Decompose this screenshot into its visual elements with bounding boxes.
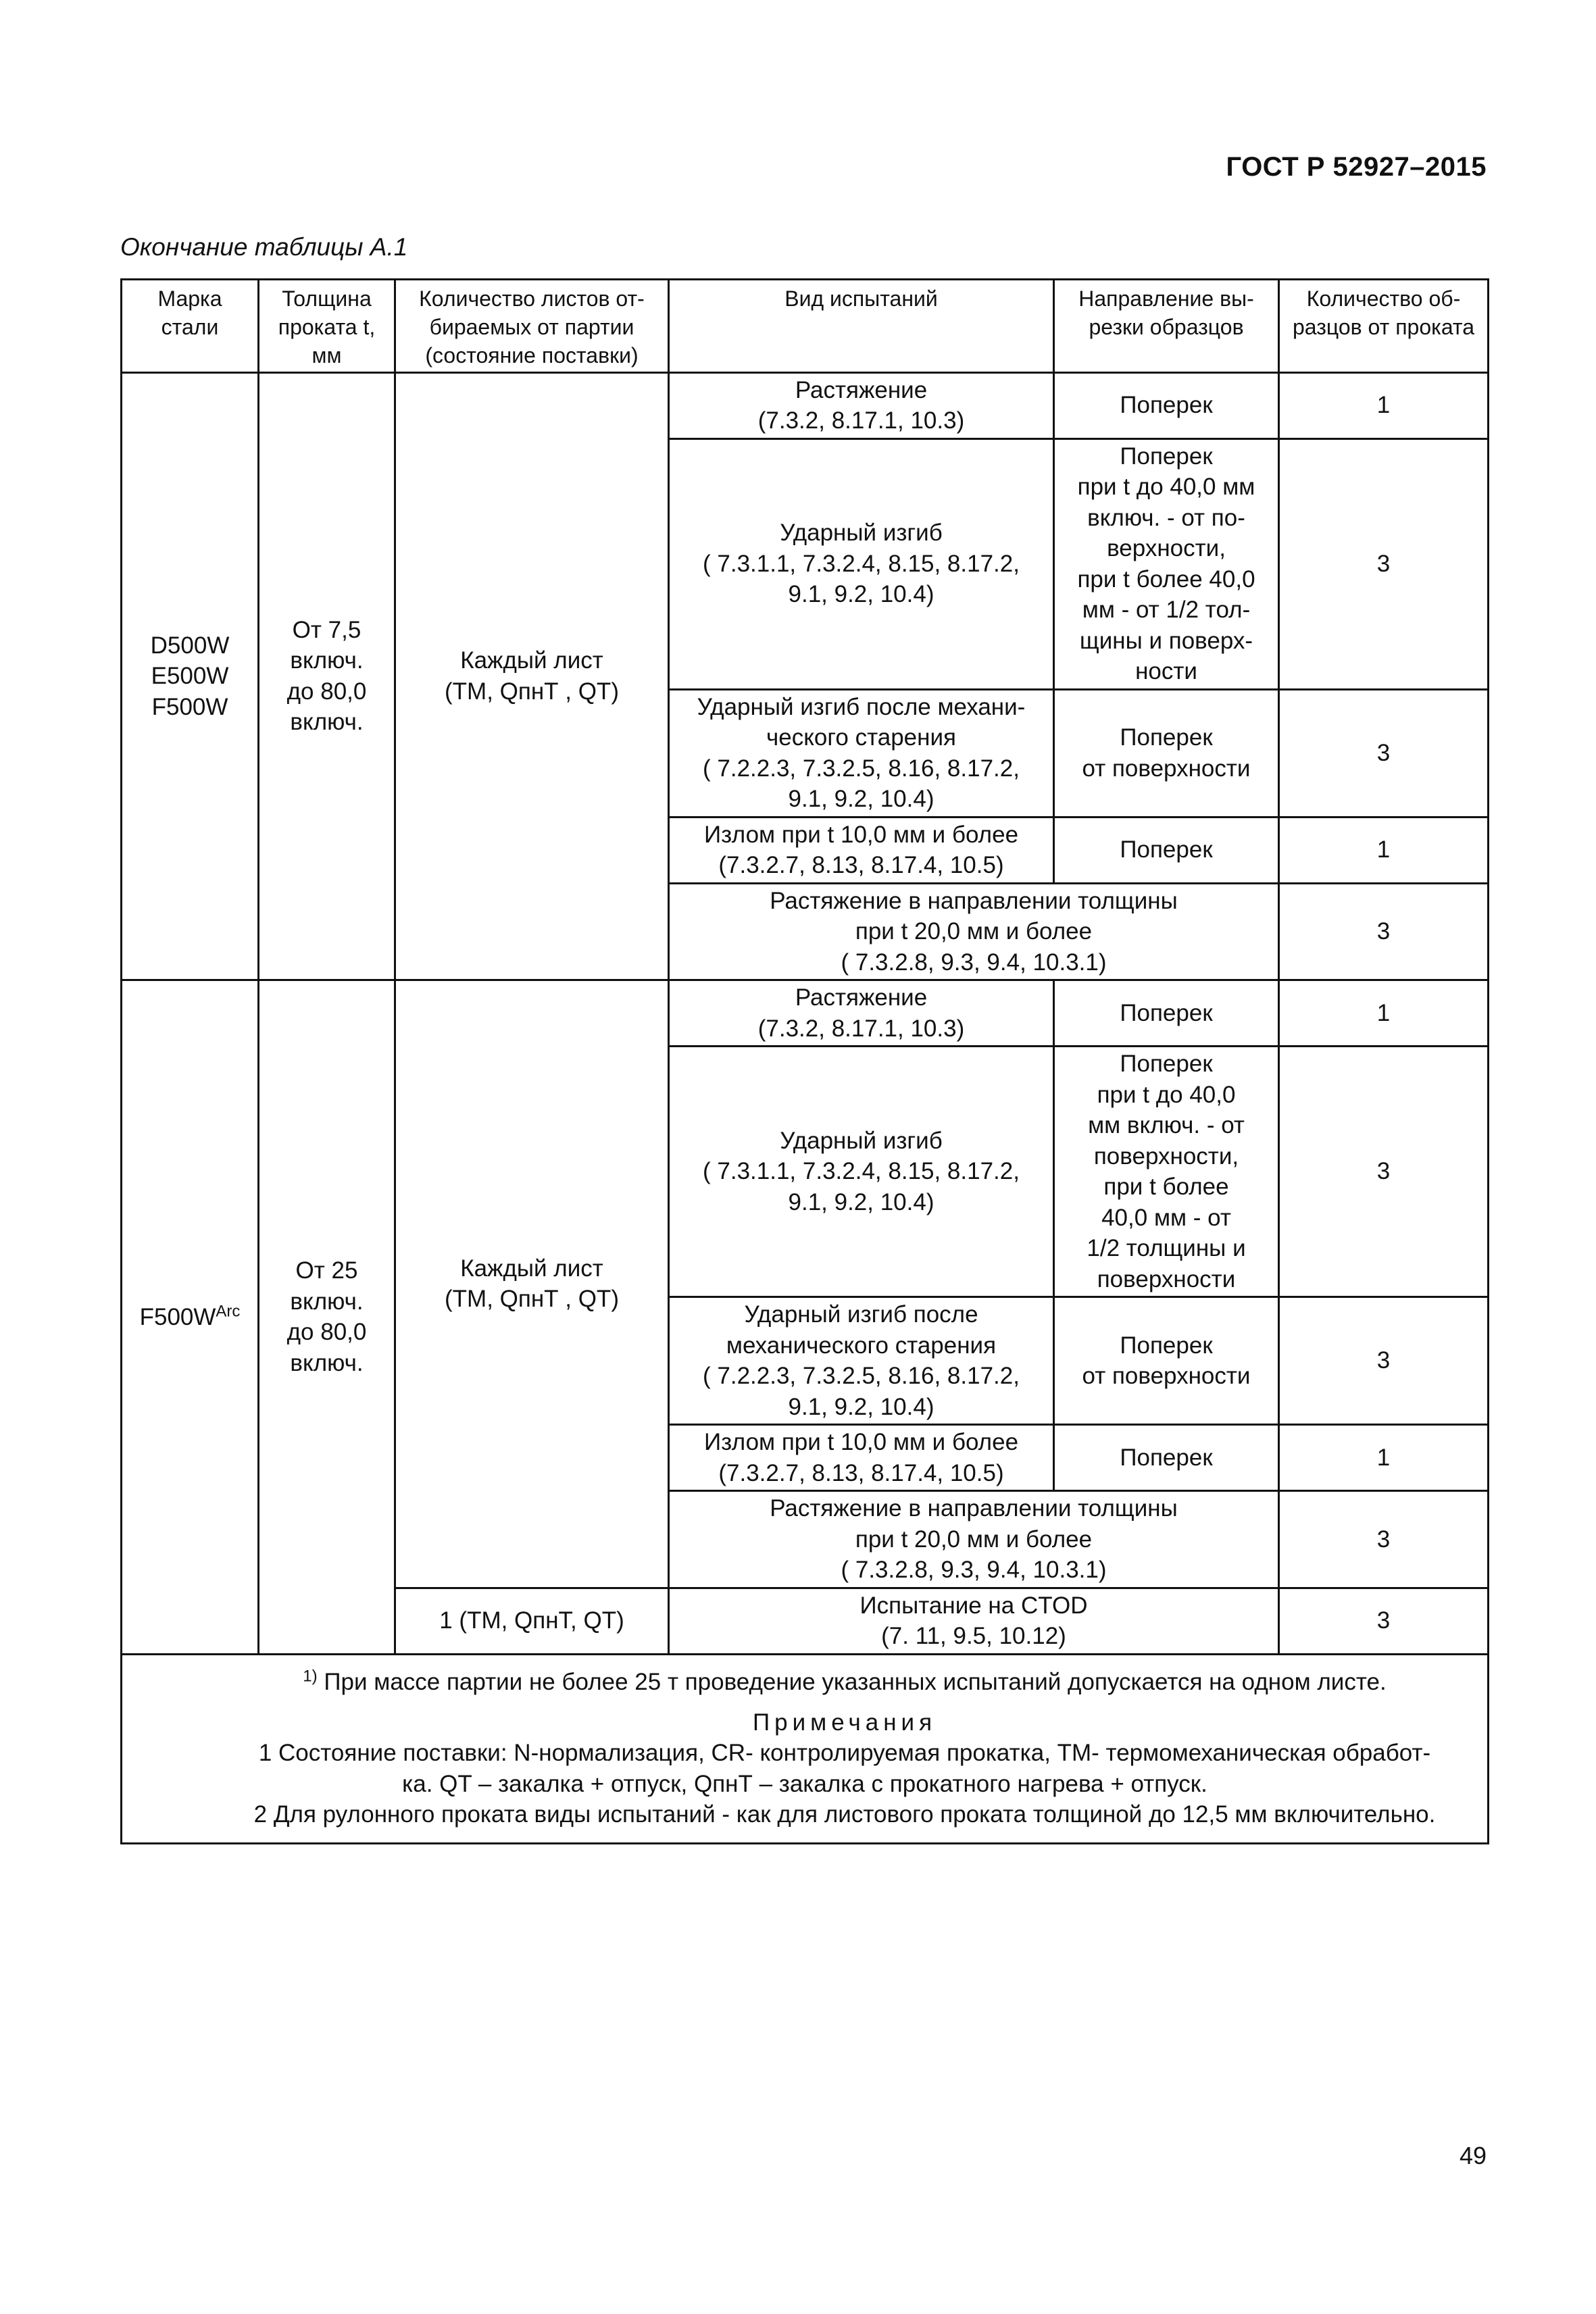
count-cell: 3 (1279, 883, 1489, 980)
count-cell: 1 (1279, 372, 1489, 438)
direction-cell: Поперек (1054, 372, 1279, 438)
count-cell: 1 (1279, 1425, 1489, 1491)
direction-cell: Поперек (1054, 1425, 1279, 1491)
test-type-cell: Испытание на CTOD (7. 11, 9.5, 10.12) (669, 1588, 1279, 1654)
col-header-steel: Марка стали (122, 280, 259, 373)
standard-designation: ГОСТ Р 52927–2015 (1226, 152, 1487, 182)
col-header-direction: Направление вы- резки образцов (1054, 280, 1279, 373)
test-type-cell: Ударный изгиб ( 7.3.1.1, 7.3.2.4, 8.15, 8.17.2, 9.1, 9.2, 10.4) (669, 438, 1054, 689)
direction-cell: Поперек (1054, 980, 1279, 1047)
count-cell: 3 (1279, 689, 1489, 817)
test-type-cell: Ударный изгиб после механи- ческого старения ( 7.2.2.3, 7.3.2.5, 8.16, 8.17.2, 9.1, 9.2, 10.4) (669, 689, 1054, 817)
notes-cell (122, 1654, 1489, 1843)
sheets-cell: Каждый лист (ТМ, QпнТ , QT) (395, 372, 669, 980)
direction-cell: Поперек при t до 40,0 мм включ. - от поверхности, при t более 40,0 мм - от 1/2 толщины и поверхности (1054, 1047, 1279, 1297)
test-type-cell: Излом при t 10,0 мм и более (7.3.2.7, 8.13, 8.17.4, 10.5) (669, 1425, 1054, 1491)
page-number: 49 (1459, 2142, 1487, 2169)
footnote: $^{1)}$ При массе партии не более 25 т проведение указанных испытаний допускается на одном листе. (303, 1667, 1387, 1696)
header-row (122, 280, 1489, 373)
test-type-cell: Ударный изгиб после механического старения ( 7.2.2.3, 7.3.2.5, 8.16, 8.17.2, 9.1, 9.2, 10.4) (669, 1297, 1054, 1425)
note-2: 2 Для рулонного проката виды испытаний - как для листового проката толщиной до 12,5 мм включительно. (253, 1801, 1436, 1828)
count-cell: 1 (1279, 817, 1489, 883)
count-cell: 1 (1279, 980, 1489, 1047)
count-cell: 3 (1279, 1588, 1489, 1654)
steel-grade-cell: $F500W^{Arc}$ (122, 980, 259, 1655)
direction-cell: Поперек (1054, 817, 1279, 883)
count-cell: 3 (1279, 1047, 1489, 1297)
test-type-cell: Растяжение (7.3.2, 8.17.1, 10.3) (669, 980, 1054, 1047)
count-cell: 3 (1279, 438, 1489, 689)
thickness-cell: От 7,5 включ. до 80,0 включ. (259, 372, 395, 980)
table-row (122, 372, 1489, 438)
test-type-cell: Растяжение (7.3.2, 8.17.1, 10.3) (669, 372, 1054, 438)
direction-cell: Поперек от поверхности (1054, 1297, 1279, 1425)
note-1-continued: ка. QT – закалка + отпуск, QпнТ – закалка с прокатного нагрева + отпуск. (402, 1770, 1207, 1797)
notes-row (122, 1654, 1489, 1843)
direction-cell: Поперек при t до 40,0 мм включ. - от по- верхности, при t более 40,0 мм - от 1/2 тол- щины и поверх- ности (1054, 438, 1279, 689)
table-caption: Окончание таблицы А.1 (120, 233, 408, 261)
test-type-cell: Излом при t 10,0 мм и более (7.3.2.7, 8.13, 8.17.4, 10.5) (669, 817, 1054, 883)
test-table (120, 278, 1489, 1844)
count-cell: 3 (1279, 1297, 1489, 1425)
direction-cell: Поперек от поверхности (1054, 689, 1279, 817)
sheets-cell: 1 (ТМ, QпнТ, QT) (395, 1588, 669, 1654)
test-type-cell: Ударный изгиб ( 7.3.1.1, 7.3.2.4, 8.15, 8.17.2, 9.1, 9.2, 10.4) (669, 1047, 1054, 1297)
test-type-cell: Растяжение в направлении толщины при t 20,0 мм и более ( 7.3.2.8, 9.3, 9.4, 10.3.1) (669, 1491, 1279, 1588)
col-header-count: Количество об- разцов от проката (1279, 280, 1489, 373)
note-1: 1 Состояние поставки: N-нормализация, CR- контролируемая прокатка, ТМ- термомеханическая обработ- (258, 1740, 1431, 1767)
col-header-thickness: Толщина проката t, мм (259, 280, 395, 373)
test-type-cell: Растяжение в направлении толщины при t 20,0 мм и более ( 7.3.2.8, 9.3, 9.4, 10.3.1) (669, 883, 1279, 980)
sheets-cell: Каждый лист (ТМ, QпнТ , QT) (395, 980, 669, 1588)
thickness-cell: От 25 включ. до 80,0 включ. (259, 980, 395, 1655)
count-cell: 3 (1279, 1491, 1489, 1588)
notes-heading: Примечания (752, 1709, 937, 1736)
col-header-test-type: Вид испытаний (669, 280, 1054, 373)
steel-grade-cell: D500W E500W F500W (122, 372, 259, 980)
table-row (122, 980, 1489, 1047)
col-header-sheets: Количество листов от- бираемых от партии (состояние поставки) (395, 280, 669, 373)
